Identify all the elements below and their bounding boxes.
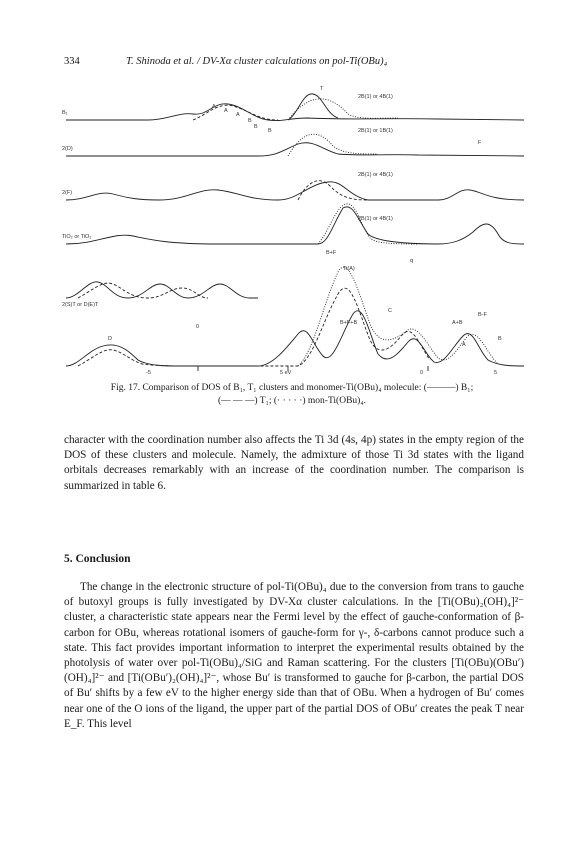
peak-label-4: 2B(1) or 4B(1) (358, 216, 393, 222)
figure-caption (66, 382, 518, 408)
peak-label-bep: B+F+B (340, 320, 358, 326)
dos-curve-row1-dotted (288, 99, 398, 120)
dos-curve-row1-peak (288, 94, 338, 120)
tick-label-ev: 5 eV (280, 370, 292, 376)
peak-letter-b3: B (268, 128, 272, 134)
peak-letter-a1: A (212, 104, 216, 110)
peak-label-ab: A+B (452, 320, 463, 326)
dos-figure (58, 84, 530, 376)
section-title: Conclusion (75, 553, 131, 565)
peak-label-3: 2B(1) or 4B(1) (358, 172, 393, 178)
row-label-4: TiO₂ or TiO₂ (62, 234, 92, 240)
section-heading (64, 553, 130, 565)
dos-curve-row4-solid (66, 207, 524, 244)
peak-label-f: F (478, 140, 482, 146)
peak-label-2b: 2B(1) or 1B(1) (358, 128, 393, 134)
caption-line-1: Fig. 17. Comparison of DOS of B₁, T₁ clusters and monomer-Ti(OBu)₄ molecule: (———) B₁; (110, 383, 474, 393)
running-head: T. Shinoda et al. / DV-Xα cluster calculations on pol-Ti(OBu)₄ (126, 56, 388, 67)
peak-letter-b1: B (248, 118, 252, 124)
row-label-5: 2(S)T or D(E)T (62, 302, 99, 308)
page-number: 334 (64, 56, 80, 67)
tick-label-plus5: 5 (494, 370, 498, 376)
peak-label-bf: B+F (326, 250, 337, 256)
peak-label-5: Ti(A) (343, 266, 355, 272)
peak-label-bf2: B-F (478, 312, 487, 318)
page-header (64, 56, 524, 72)
row-label-2: 2(D) (62, 146, 73, 152)
peak-label-b: B (498, 336, 502, 342)
peak-letter-a3: A (236, 112, 240, 118)
body-paragraph-2: The change in the electronic structure of pol-Ti(OBu)₄ due to the conversion from trans to gauche of butoxyl groups is fully investigated by DV-Xα cluster calculations. In the [Ti(OBu)₂(OH)₄]²⁻ cluster, a characteristic state appears near the Fermi level by the effect of gauche-conformation of β-carbon for OBu, whereas rotational isomers of gauche-form for γ-, δ-carbons cannot produce such a state. This fact provides important information to interpret the experimental results obtained by the photolysis of water over pol-Ti(OBu)₄/SiG and Raman scattering. For the clusters [Ti(OBu)(OBu′)(OH)₄]²⁻ and [Ti(OBu′)₂(OH)₄]²⁻, whose Bu′ is transformed to gauche for β-carbon, the partial DOS of Bu′ shifts by a few eV to the higher energy side than that of OBu. When a hydrogen of Bu′ comes near one of the O ions of the ligand, the upper part of the partial DOS of OBu′ creates the peak T near E_F. This level (64, 581, 524, 730)
dos-curve-row2-solid (66, 143, 524, 156)
dos-curve-row5-solid (66, 282, 258, 298)
peak-label-a: A (462, 342, 466, 348)
body-paragraph-1: character with the coordination number also affects the Ti 3d (4s, 4p) states in the empty region of the DOS of these clusters and molecule. Namely, the admixture of those Ti 3d states with the ligand orbitals decreases remarkably with an increase of the coordination number. The comparison is summarized in table 6. (64, 434, 524, 492)
tick-label-zero: 0 (196, 324, 200, 330)
peak-label-d: D (108, 336, 112, 342)
peak-label-c: C (388, 308, 392, 314)
tick-label-small: 0 (420, 370, 424, 376)
tick-label-q: q (410, 258, 414, 264)
dos-curve-row3-dashed (298, 181, 368, 200)
dos-curve-row6-dashed (78, 288, 430, 366)
peak-label-2a: 2B(1) or 4B(1) (358, 94, 393, 100)
caption-line-2: (— — —) T₁; (· · · · ·) mon-Ti(OBu)₄. (217, 396, 367, 406)
tick-label-minus5: -5 (146, 370, 151, 376)
dos-curve-row6-dotted (298, 267, 498, 366)
dos-curve-row3-solid (66, 182, 524, 200)
row-label-1: B₁ (62, 110, 68, 116)
peak-letter-a2: A (224, 108, 228, 114)
peak-letter-b2: B (254, 124, 258, 130)
section-number: 5. (64, 553, 73, 565)
dos-comparison-plot (58, 84, 530, 376)
dos-curve-row5-dashed (78, 283, 208, 298)
dos-curve-row4-dotted (318, 204, 418, 244)
peak-label-t: T (320, 86, 324, 92)
row-label-3: 2(F) (62, 190, 73, 196)
